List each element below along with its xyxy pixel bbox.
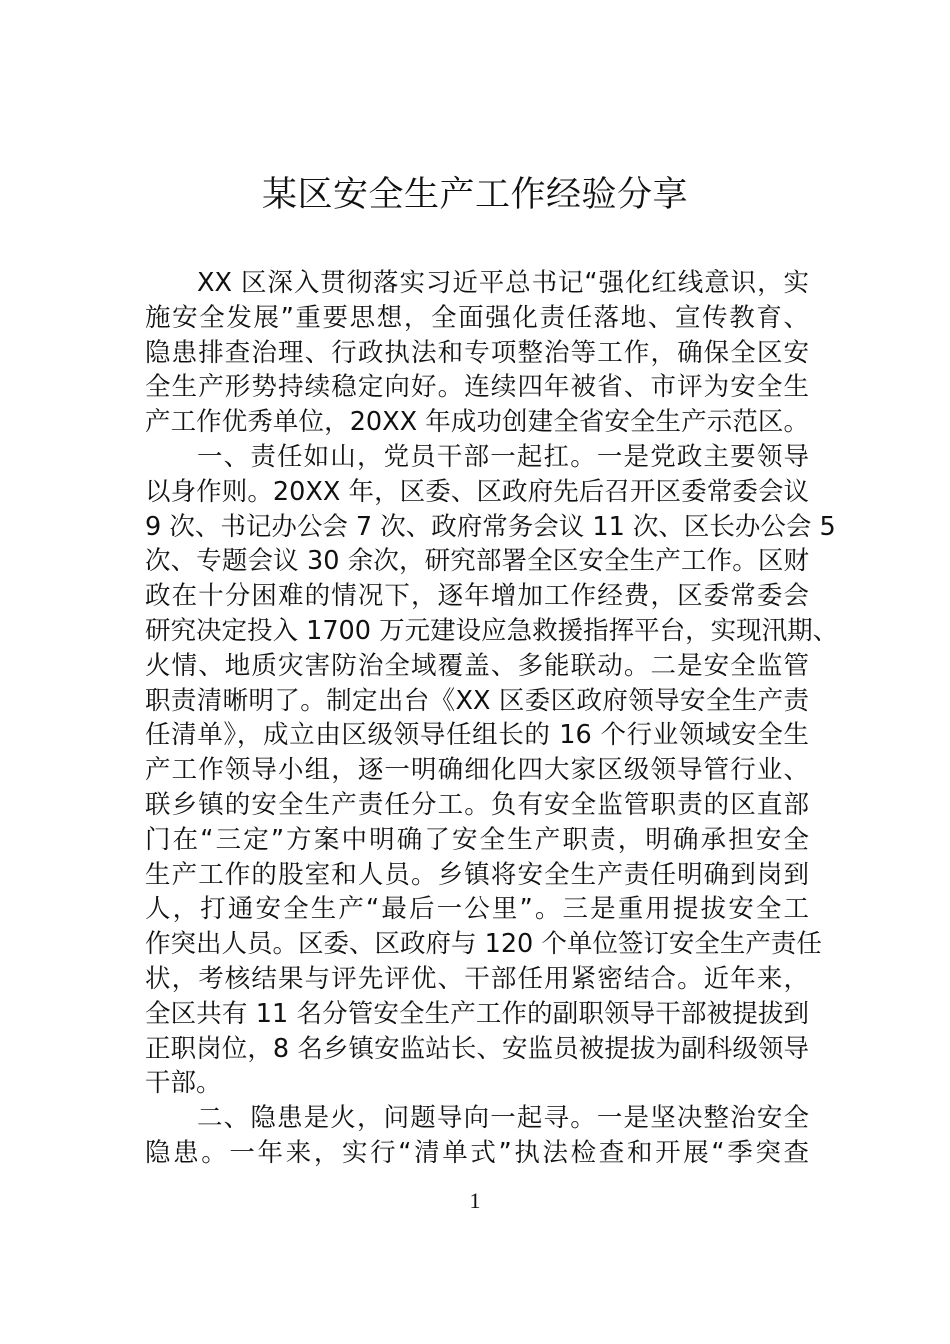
text-line: 职责清晰明了。制定出台《XX 区委区政府领导安全生产责 bbox=[145, 685, 809, 716]
text-line: 生产工作的股室和人员。乡镇将安全生产责任明确到岗到 bbox=[145, 859, 809, 890]
text-line: 作突出人员。区委、区政府与 120 个单位签订安全生产责任 bbox=[145, 929, 822, 960]
text-line: 任清单》，成立由区级领导任组长的 16 个行业领域安全生 bbox=[145, 720, 809, 751]
text-line: 火情、地质灾害防治全域覆盖、多能联动。二是安全监管 bbox=[145, 650, 809, 681]
text-line: 全区共有 11 名分管安全生产工作的副职领导干部被提拔到 bbox=[145, 998, 809, 1029]
paragraph bbox=[145, 1101, 809, 1171]
text-line: 联乡镇的安全生产责任分工。负有安全监管职责的区直部 bbox=[145, 789, 809, 820]
text-line: 状，考核结果与评先评优、干部任用紧密结合。近年来， bbox=[145, 963, 809, 994]
text-line: 门在“三定”方案中明确了安全生产职责，明确承担安全 bbox=[145, 824, 809, 855]
text-line: 次、专题会议 30 余次，研究部署全区安全生产工作。区财 bbox=[145, 546, 809, 577]
text-line: 产工作优秀单位，20XX 年成功创建全省安全生产示范区。 bbox=[145, 407, 809, 438]
document-body bbox=[145, 266, 839, 1171]
document-title: 某区安全生产工作经验分享 bbox=[261, 175, 688, 215]
text-line: 二、隐患是火，问题导向一起寻。一是坚决整治安全 bbox=[197, 1103, 809, 1134]
text-line: 产工作领导小组，逐一明确细化四大家区级领导管行业、 bbox=[145, 755, 809, 786]
text-line: 政在十分困难的情况下，逐年增加工作经费，区委常委会 bbox=[145, 581, 809, 612]
text-line: 隐患排查治理、行政执法和专项整治等工作，确保全区安 bbox=[145, 337, 809, 368]
text-line: 施安全发展”重要思想，全面强化责任落地、宣传教育、 bbox=[145, 302, 809, 333]
paragraph bbox=[145, 266, 809, 440]
text-line: 全生产形势持续稳定向好。连续四年被省、市评为安全生 bbox=[145, 372, 809, 403]
text-line: 研究决定投入 1700 万元建设应急救援指挥平台，实现汛期、 bbox=[145, 615, 839, 646]
text-line: 9 次、书记办公会 7 次、政府常务会议 11 次、区长办公会 5 bbox=[145, 511, 836, 542]
page-number: 1 bbox=[469, 1188, 481, 1213]
text-line: 干部。 bbox=[145, 1068, 222, 1099]
text-line: 人，打通安全生产“最后一公里”。三是重用提拔安全工 bbox=[145, 894, 809, 925]
text-line: 一、责任如山，党员干部一起扛。一是党政主要领导 bbox=[197, 441, 809, 472]
text-line: 隐患。一年来，实行“清单式”执法检查和开展“季突查 bbox=[145, 1137, 809, 1168]
text-line: XX 区深入贯彻落实习近平总书记“强化红线意识，实 bbox=[197, 268, 809, 298]
paragraph bbox=[145, 440, 839, 1101]
text-line: 正职岗位，8 名乡镇安监站长、安监员被提拔为副科级领导 bbox=[145, 1033, 809, 1064]
text-line: 以身作则。20XX 年，区委、区政府先后召开区委常委会议 bbox=[145, 476, 809, 507]
